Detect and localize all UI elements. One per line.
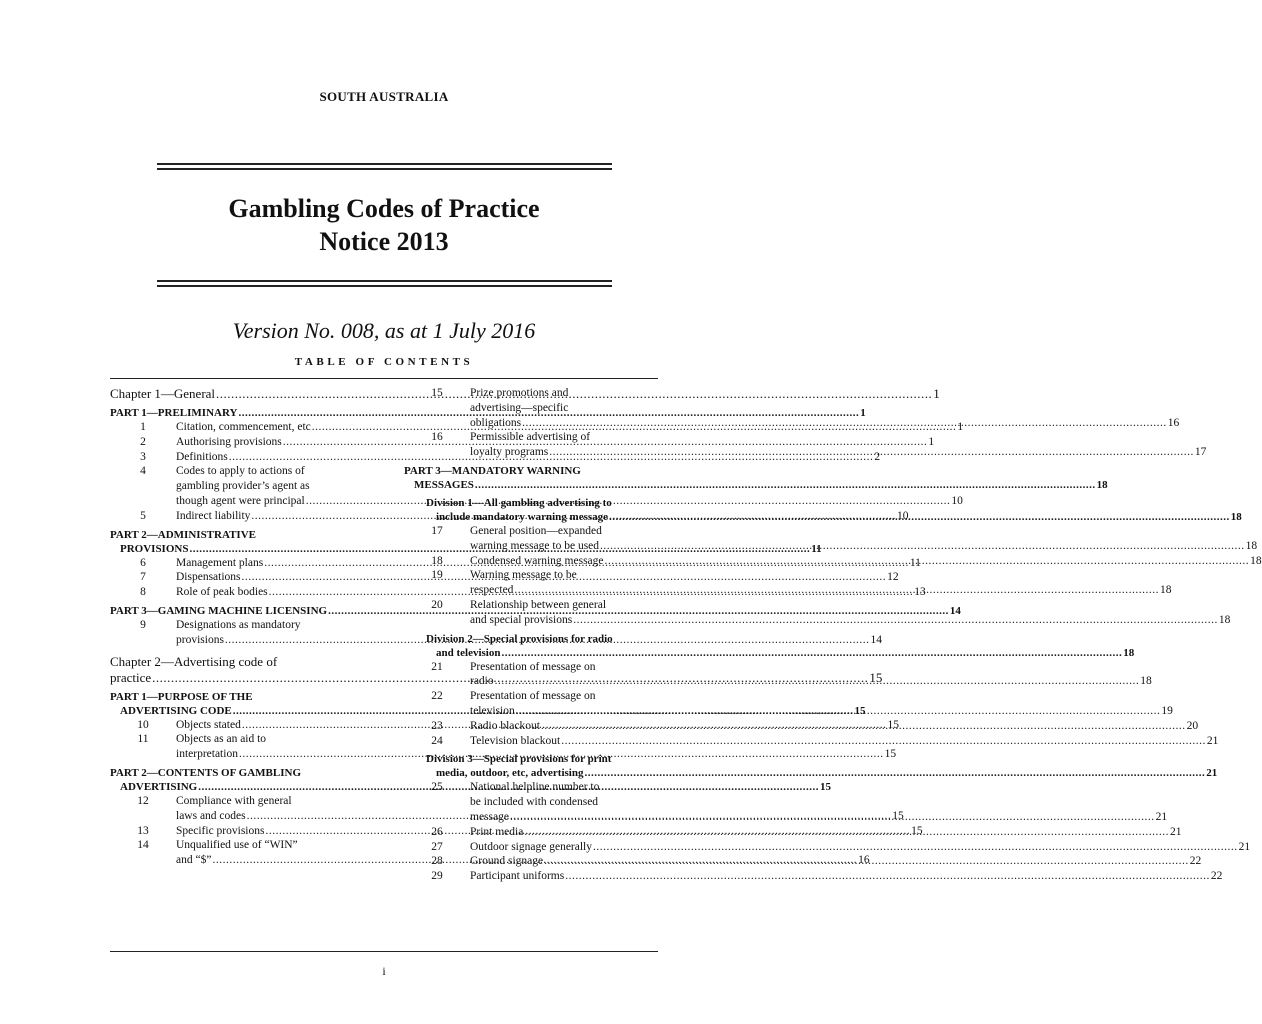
section-title	[470, 854, 1201, 869]
title-line-1: Gambling Codes of Practice	[228, 194, 540, 223]
page-ref: 16	[858, 854, 870, 867]
section-title-text: National helpline number to	[470, 781, 600, 794]
section-title-text: Relationship between general	[470, 598, 607, 611]
section-title-text: advertising—specific	[470, 401, 569, 414]
section-number: 25	[431, 781, 443, 794]
section-title-line	[470, 854, 1201, 869]
division-title-text: and television	[436, 646, 501, 659]
page-ref: 11	[909, 556, 921, 569]
dot-leader	[524, 825, 1169, 840]
section-title	[470, 568, 1172, 598]
section-number: 11	[137, 733, 149, 746]
section-title	[470, 840, 1250, 855]
page-ref: 10	[897, 509, 909, 522]
section-title-text: Objects stated	[176, 718, 241, 731]
section-title-text: Prize promotions and	[470, 387, 569, 399]
dot-leader	[510, 810, 1155, 825]
page-ref: 18	[1096, 478, 1108, 491]
section-number: 26	[431, 825, 443, 838]
section-title	[470, 386, 1179, 430]
page-ref: 18	[1230, 510, 1242, 523]
section-title-text: and special provisions	[470, 613, 573, 626]
section-title-text: Indirect liability	[176, 509, 251, 522]
page-ref: 21	[1206, 734, 1219, 747]
part-title-text: PART 1—PURPOSE OF THE	[110, 690, 253, 703]
section-title-text: Condensed warning message	[470, 554, 604, 567]
section-title-text: Specific provisions	[176, 824, 265, 837]
section-title-text: interpretation	[176, 748, 238, 761]
section-title	[470, 430, 1206, 460]
part-title-text: ADVERTISING CODE	[120, 704, 232, 717]
section-number: 19	[431, 569, 443, 582]
page-ref: 1	[933, 386, 940, 401]
toc-section-entry[interactable]	[404, 430, 1207, 460]
division-title-text: Division 1—All gambling advertising to	[426, 496, 612, 509]
section-title-text: warning message to be used	[470, 539, 600, 552]
section-title-text: loyalty programs	[470, 446, 549, 459]
page-ref: 21	[1169, 825, 1182, 838]
division-title-text: include mandatory warning message	[436, 510, 609, 523]
section-title-line	[470, 825, 1181, 840]
page-ref: 21	[1238, 840, 1251, 853]
section-title	[470, 554, 1262, 569]
section-title-text: Authorising provisions	[176, 435, 282, 448]
section-title-text: though agent were principal	[176, 494, 305, 507]
page-ref: 18	[1160, 584, 1172, 597]
part-title-text: PART 2—ADMINISTRATIVE	[110, 528, 256, 541]
document-title	[0, 192, 768, 258]
section-title-text: message	[470, 810, 509, 823]
part-title-text: PROVISIONS	[120, 542, 189, 555]
version-line: Version No. 008, as at 1 July 2016	[232, 318, 536, 343]
section-number: 10	[137, 718, 149, 731]
dot-leader	[593, 840, 1238, 855]
part-title-text: MESSAGES	[414, 478, 474, 491]
section-title-text: Outdoor signage generally	[470, 840, 592, 853]
dot-leader	[522, 416, 1167, 431]
dot-leader	[573, 613, 1218, 628]
section-title	[470, 598, 1230, 628]
section-number: 2	[140, 435, 146, 448]
dot-leader	[514, 583, 1159, 598]
section-title-text: Ground signage	[470, 855, 544, 868]
section-title-line	[470, 840, 1250, 855]
page-ref: 12	[887, 571, 899, 584]
title-top-rule	[157, 163, 612, 170]
dot-leader	[501, 646, 1122, 660]
page-ref: 15	[887, 718, 899, 731]
toc-section-entry[interactable]	[404, 840, 1251, 855]
section-title-text: Management plans	[176, 556, 264, 569]
section-number: 20	[431, 598, 443, 611]
section-number: 23	[431, 719, 443, 732]
section-number: 3	[140, 450, 146, 463]
section-number: 12	[137, 794, 149, 807]
section-number: 17	[431, 524, 443, 537]
section-title-text: Citation, commencement, etc	[176, 421, 311, 433]
section-title-text: Designations as mandatory	[176, 618, 301, 631]
dot-leader	[609, 510, 1230, 524]
dot-leader	[565, 869, 1210, 884]
division-title-line	[426, 646, 1135, 660]
section-title-text: be included with condensed	[470, 796, 599, 809]
page-ref: 15	[820, 780, 831, 793]
page-ref: 1	[928, 435, 935, 448]
part-title-text: PART 3—GAMING MACHINE LICENSING	[110, 604, 328, 617]
dot-leader	[544, 854, 1189, 869]
section-title-line	[470, 704, 1173, 719]
toc-section-entry[interactable]	[404, 734, 1219, 749]
page-ref: 18	[1140, 675, 1152, 688]
chapter-title-text: Chapter 2—Advertising code of	[110, 653, 278, 669]
section-number: 27	[431, 840, 443, 853]
section-title-text: radio	[470, 675, 494, 688]
section-title	[470, 719, 1198, 734]
section-title-line	[470, 674, 1152, 689]
page-ref: 15	[892, 809, 904, 822]
page-ref: 1	[860, 407, 866, 419]
section-title-text: Permissible advertising of	[470, 431, 591, 444]
page-ref: 22	[1189, 855, 1202, 868]
section-number: 5	[140, 509, 146, 522]
page-ref: 16	[1167, 416, 1180, 429]
section-title-text: Participant uniforms	[470, 870, 565, 883]
part-title-text: PART 1—PRELIMINARY	[110, 407, 238, 419]
toc-section-entry[interactable]	[404, 386, 1180, 430]
section-number: 8	[140, 586, 146, 599]
section-number: 7	[140, 571, 146, 584]
section-number: 15	[431, 387, 443, 399]
section-title-text: and “$”	[176, 854, 212, 867]
division-title-text: Division 2—Special provisions for radio	[426, 632, 613, 645]
section-title-text: Compliance with general	[176, 794, 292, 807]
section-number: 14	[137, 839, 149, 852]
section-title-text: laws and codes	[176, 809, 246, 822]
page-ref: 20	[1186, 719, 1199, 732]
section-title	[470, 660, 1152, 690]
section-title-line	[470, 583, 1172, 598]
section-number: 28	[431, 855, 443, 868]
page-ref: 15	[854, 704, 866, 717]
section-title-text: Presentation of message on	[470, 660, 596, 673]
section-title-text: Objects as an aid to	[176, 733, 267, 746]
section-title-line	[470, 734, 1218, 749]
page-ref: 18	[1218, 613, 1231, 626]
page-ref: 15	[911, 824, 923, 837]
page-ref: 21	[1206, 767, 1218, 780]
section-title-text: television	[470, 704, 515, 717]
section-number: 6	[140, 556, 146, 569]
section-title-line	[470, 613, 1230, 628]
section-number: 21	[431, 660, 443, 673]
section-number: 4	[140, 465, 146, 478]
section-number: 1	[140, 421, 146, 433]
section-title	[470, 780, 1167, 824]
dot-leader	[605, 554, 1250, 569]
page-ref: 17	[1194, 446, 1207, 459]
toc-top-rule	[110, 378, 658, 379]
part-title-text: ADVERTISING	[120, 780, 198, 793]
section-number: 18	[431, 554, 443, 567]
page-ref: 10	[951, 494, 963, 507]
section-title	[470, 825, 1181, 840]
division-title-text: Division 3—Special provisions for print	[426, 753, 612, 766]
section-number: 29	[431, 870, 443, 883]
dot-leader	[561, 734, 1206, 749]
page-ref: 2	[874, 450, 881, 463]
section-title-line	[470, 719, 1198, 734]
section-title-line	[470, 539, 1257, 554]
section-title	[470, 734, 1218, 749]
footer-rule	[110, 951, 658, 952]
page-ref: 14	[949, 604, 961, 617]
part-title-text: PART 3—MANDATORY WARNING	[404, 464, 581, 477]
page-ref: 13	[914, 586, 926, 599]
section-title-text: Codes to apply to actions of	[176, 465, 305, 478]
part-title-line	[404, 478, 1108, 492]
section-number: 16	[431, 431, 443, 444]
division-title-line	[426, 766, 1218, 780]
jurisdiction-heading: SOUTH AUSTRALIA	[319, 89, 449, 104]
section-title-text: obligations	[470, 416, 522, 429]
dot-leader	[584, 766, 1205, 780]
title-line-2: Notice 2013	[319, 227, 449, 256]
section-title-text: Definitions	[176, 450, 228, 463]
dot-leader	[549, 445, 1194, 460]
dot-leader	[475, 478, 1096, 492]
section-title-line	[470, 554, 1262, 569]
section-title-line	[470, 810, 1167, 825]
division-title-text: media, outdoor, etc, advertising	[436, 767, 584, 780]
section-title	[470, 524, 1257, 554]
toc-heading: TABLE OF CONTENTS	[294, 356, 474, 368]
dot-leader	[600, 539, 1245, 554]
page-ref: 18	[1245, 539, 1258, 552]
page-ref: 15	[884, 748, 897, 761]
toc-section-entry[interactable]	[404, 869, 1223, 884]
section-title-text: Unqualified use of “WIN”	[176, 839, 298, 852]
section-number: 24	[431, 734, 443, 747]
section-number: 22	[431, 690, 443, 703]
section-title-text: Radio blackout	[470, 719, 540, 732]
section-title-text: Presentation of message on	[470, 690, 596, 703]
page-ref: 14	[870, 633, 883, 646]
section-title-text: Television blackout	[470, 734, 561, 747]
chapter-title-text: Chapter 1—General	[110, 386, 216, 401]
page-ref: 18	[1250, 554, 1262, 567]
page-ref: 21	[1155, 810, 1168, 823]
section-title-text: Warning message to be	[470, 569, 577, 582]
section-title-line	[470, 869, 1222, 884]
page-ref: 1	[957, 421, 964, 433]
dot-leader	[541, 719, 1186, 734]
toc-part-entry[interactable]	[404, 464, 1108, 492]
section-title-line	[470, 445, 1206, 460]
section-title-text: Dispensations	[176, 571, 241, 584]
section-title-text: provisions	[176, 633, 224, 646]
section-title-text: Print media	[470, 825, 524, 838]
section-title	[470, 869, 1222, 884]
section-title-line	[470, 416, 1179, 431]
page-number: i	[382, 964, 386, 978]
page-ref: 19	[1161, 704, 1173, 717]
part-title-text: PART 2—CONTENTS OF GAMBLING	[110, 766, 302, 779]
page-ref: 11	[811, 542, 822, 555]
section-title-text: Role of peak bodies	[176, 586, 268, 599]
page-ref: 18	[1123, 646, 1135, 659]
section-number: 9	[140, 618, 146, 631]
section-title-text: gambling provider’s agent as	[176, 480, 310, 493]
dot-leader	[495, 674, 1140, 689]
dot-leader	[516, 704, 1161, 719]
chapter-title-text: practice	[110, 669, 152, 685]
page-ref: 15	[869, 669, 883, 685]
section-title	[470, 689, 1173, 719]
section-title-text: General position—expanded	[470, 524, 602, 537]
section-title-text: respected	[470, 584, 514, 597]
title-bottom-rule	[157, 280, 612, 287]
section-number: 13	[137, 824, 149, 837]
page-ref: 22	[1210, 870, 1223, 883]
